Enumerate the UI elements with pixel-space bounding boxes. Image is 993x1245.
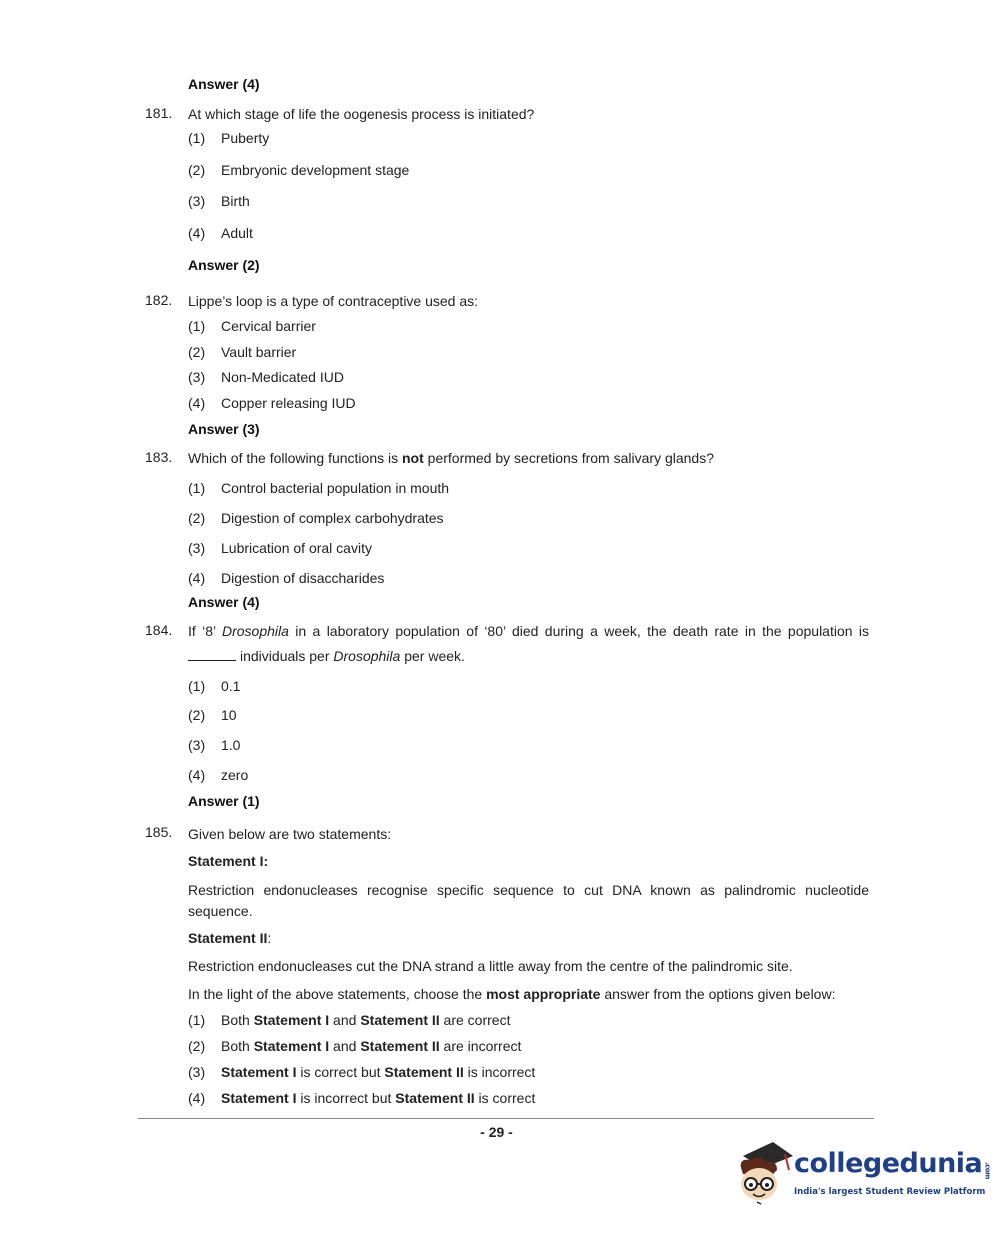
option-184-4 bbox=[188, 767, 248, 783]
option-text: Embryonic development stage bbox=[221, 162, 410, 178]
option-185-1 bbox=[188, 1012, 510, 1028]
option-number: (4) bbox=[188, 225, 206, 241]
instruction-emphasis: most appropriate bbox=[486, 986, 601, 1002]
option-number: (2) bbox=[188, 344, 206, 360]
option-text: 0.1 bbox=[221, 678, 241, 694]
option-181-4 bbox=[188, 225, 253, 241]
option-185-2 bbox=[188, 1038, 521, 1054]
option-text: Vault barrier bbox=[221, 344, 297, 360]
statement-1-line1: Restriction endonucleases recognise specific sequence to cut DNA known as palindromic nucleotide bbox=[188, 882, 869, 898]
option-text-part: Both bbox=[221, 1012, 254, 1028]
option-183-3 bbox=[188, 540, 372, 556]
option-text-bold: Statement II bbox=[384, 1064, 464, 1080]
option-number: (4) bbox=[188, 395, 206, 411]
brand-suffix: .com bbox=[983, 1162, 992, 1179]
answer-182: Answer (3) bbox=[188, 421, 260, 437]
option-184-3 bbox=[188, 737, 240, 753]
brand-tagline: India's largest Student Review Platform bbox=[794, 1187, 986, 1197]
species-name: Drosophila bbox=[333, 648, 401, 664]
option-number: (3) bbox=[188, 540, 206, 556]
statement-2-label-text: Statement II bbox=[188, 930, 268, 946]
option-text-part: are incorrect bbox=[439, 1038, 522, 1054]
option-text: Non-Medicated IUD bbox=[221, 369, 344, 385]
option-text-part: is incorrect bbox=[463, 1064, 536, 1080]
question-text-part: Which of the following functions is bbox=[188, 450, 402, 466]
option-number: (1) bbox=[188, 678, 206, 694]
statement-1-label: Statement I: bbox=[188, 853, 269, 869]
option-text: Control bacterial population in mouth bbox=[221, 480, 450, 496]
option-text-bold: Statement I bbox=[253, 1012, 330, 1028]
collegedunia-logo bbox=[733, 1138, 992, 1208]
option-number: (1) bbox=[188, 318, 206, 334]
statement-2-text: Restriction endonucleases cut the DNA strand a little away from the centre of the palindromic site. bbox=[188, 958, 793, 974]
option-text-part: and bbox=[329, 1038, 361, 1054]
footer-divider bbox=[138, 1118, 874, 1119]
option-183-2 bbox=[188, 510, 444, 526]
option-184-2 bbox=[188, 707, 237, 723]
question-text-emphasis: not bbox=[402, 450, 424, 466]
brand-text: collegedunia bbox=[794, 1148, 983, 1179]
option-number: (1) bbox=[188, 1012, 206, 1028]
option-number: (4) bbox=[188, 570, 206, 586]
option-text: zero bbox=[221, 767, 249, 783]
option-number: (1) bbox=[188, 130, 206, 146]
option-number: (2) bbox=[188, 707, 206, 723]
option-text-part: is incorrect but bbox=[296, 1090, 396, 1106]
option-182-1 bbox=[188, 318, 316, 334]
option-text: Adult bbox=[221, 225, 253, 241]
statement-2-label bbox=[188, 930, 271, 946]
option-number: (2) bbox=[188, 162, 206, 178]
option-text-part: and bbox=[329, 1012, 361, 1028]
brand-name bbox=[794, 1148, 992, 1179]
option-text-bold: Statement I bbox=[221, 1090, 297, 1106]
answer-183: Answer (4) bbox=[188, 594, 260, 610]
question-number-183: 183. bbox=[145, 449, 173, 465]
question-number-185: 185. bbox=[145, 824, 173, 840]
option-number: (2) bbox=[188, 1038, 206, 1054]
question-text-part: per week. bbox=[400, 648, 465, 664]
question-text-182: Lippe’s loop is a type of contraceptive used as: bbox=[188, 293, 479, 309]
question-text-part: performed by secretions from salivary glands? bbox=[423, 450, 714, 466]
option-text-part: Both bbox=[221, 1038, 254, 1054]
question-text-184-line2 bbox=[188, 648, 465, 664]
question-text-185: Given below are two statements: bbox=[188, 826, 392, 842]
option-text-bold: Statement II bbox=[360, 1038, 440, 1054]
answer-blank bbox=[188, 650, 236, 661]
option-181-2 bbox=[188, 162, 409, 178]
option-184-1 bbox=[188, 678, 240, 694]
option-text: Lubrication of oral cavity bbox=[221, 540, 372, 556]
option-number: (3) bbox=[188, 193, 206, 209]
option-182-2 bbox=[188, 344, 296, 360]
option-182-3 bbox=[188, 369, 344, 385]
question-text-183 bbox=[188, 450, 714, 466]
option-text: 10 bbox=[221, 707, 237, 723]
question-number-182: 182. bbox=[145, 292, 173, 308]
question-text-part: If ‘8’ bbox=[188, 623, 222, 639]
option-text-bold: Statement I bbox=[221, 1064, 297, 1080]
option-text: Cervical barrier bbox=[221, 318, 316, 334]
question-text-181: At which stage of life the oogenesis process is initiated? bbox=[188, 106, 535, 122]
option-text: 1.0 bbox=[221, 737, 241, 753]
instruction-part: answer from the options given below: bbox=[600, 986, 836, 1002]
mascot-icon bbox=[733, 1138, 795, 1208]
question-number-184: 184. bbox=[145, 622, 173, 638]
option-text-part: are correct bbox=[439, 1012, 511, 1028]
option-183-4 bbox=[188, 570, 384, 586]
option-182-4 bbox=[188, 395, 356, 411]
option-number: (3) bbox=[188, 1064, 206, 1080]
species-name: Drosophila bbox=[222, 623, 289, 639]
option-text-part: is correct bbox=[474, 1090, 536, 1106]
option-text-part: is correct but bbox=[296, 1064, 385, 1080]
option-text-bold: Statement II bbox=[395, 1090, 475, 1106]
option-number: (3) bbox=[188, 369, 206, 385]
question-number-181: 181. bbox=[145, 105, 173, 121]
instruction-text bbox=[188, 986, 835, 1002]
question-text-part: individuals per bbox=[240, 648, 334, 664]
option-text-bold: Statement II bbox=[360, 1012, 440, 1028]
answer-184: Answer (1) bbox=[188, 793, 260, 809]
option-number: (1) bbox=[188, 480, 206, 496]
previous-answer: Answer (4) bbox=[188, 76, 260, 92]
statement-1-line2: sequence. bbox=[188, 903, 253, 919]
question-text-part: in a laboratory population of ‘80’ died during a week, the death rate in the population is bbox=[288, 623, 870, 639]
option-text: Puberty bbox=[221, 130, 270, 146]
option-number: (2) bbox=[188, 510, 206, 526]
option-number: (4) bbox=[188, 767, 206, 783]
page-number: - 29 - bbox=[480, 1124, 513, 1140]
option-185-4 bbox=[188, 1090, 535, 1106]
option-181-3 bbox=[188, 193, 250, 209]
option-text: Copper releasing IUD bbox=[221, 395, 356, 411]
option-number: (4) bbox=[188, 1090, 206, 1106]
question-text-184-line1 bbox=[188, 623, 869, 639]
option-181-1 bbox=[188, 130, 269, 146]
option-185-3 bbox=[188, 1064, 535, 1080]
option-text: Digestion of disaccharides bbox=[221, 570, 385, 586]
option-183-1 bbox=[188, 480, 449, 496]
instruction-part: In the light of the above statements, choose the bbox=[188, 986, 487, 1002]
answer-181: Answer (2) bbox=[188, 257, 260, 273]
statement-2-colon: : bbox=[267, 930, 272, 946]
option-text: Birth bbox=[221, 193, 250, 209]
option-text-bold: Statement I bbox=[253, 1038, 330, 1054]
option-text: Digestion of complex carbohydrates bbox=[221, 510, 444, 526]
option-number: (3) bbox=[188, 737, 206, 753]
